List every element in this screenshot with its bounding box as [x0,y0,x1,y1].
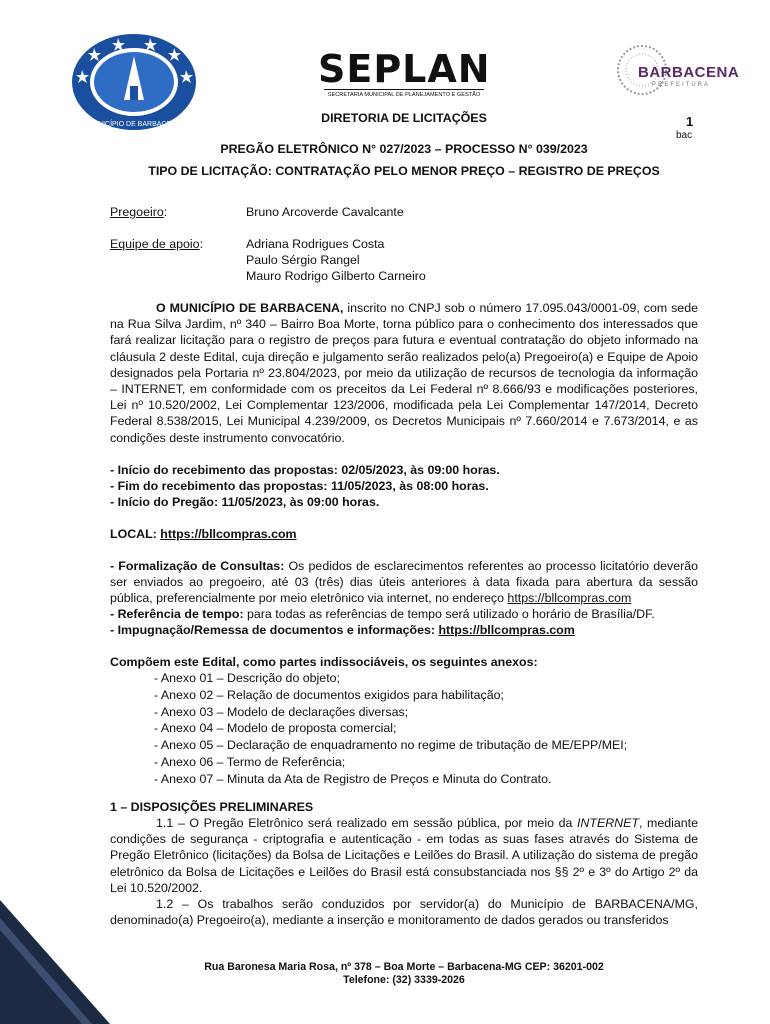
pregoeiro-colon: : [163,205,168,219]
section-paragraph: 1.2 – Os trabalhos serão conduzidos por servidor(a) do Município de BARBACENA/MG, denominado(a) Pregoeiro(a), mediante a inserção e monitoramento de dados gerados ou transferidos [110,897,698,928]
impugnacao-label: - Impugnação/Remessa de documentos e informações: [110,623,439,637]
impugnacao-link[interactable]: https://bllcompras.com [438,623,575,637]
intro-text: inscrito no CNPJ sob o número 17.095.043/0001-09, com sede na Rua Silva Jardim, nº 340 – Bairro Boa Morte, torna público para o conhecimento dos interessados que fará realizar licitação para o registro de preços para futura e eventual contratação do objeto informado na cláusula 2 deste Edital, cuja direção e julgamento serão realizados pelo(a) Pregoeiro(a) e Equipe de Apoio designados pela Portaria nº 23.804/2023, por meio da utilização de recursos de tecnologia da informação – INTERNET, em conformidade com os preceitos da Lei Federal nº 8.666/93 e modificações posteriores, Lei nº 10.520/2002, Lei Complementar 123/2006, modificada pela Lei Complementar 147/2014, Decreto Federal 8.538/2015, Lei Municipal 4.239/2009, os Decretos Municipais nº 7.660/2014 e 7.673/2014, e as condições deste instrumento convocatório. [110,301,698,445]
equipe-member: Adriana Rodrigues Costa [246,237,385,251]
equipe-colon: : [199,237,204,251]
page-number: 1 [686,114,694,129]
svg-text:MUNICÍPIO DE BARBACENA: MUNICÍPIO DE BARBACENA [87,121,181,128]
annexes-list [154,670,714,788]
seplan-subtitle: SECRETARIA MUNICIPAL DE PLANEJAMENTO E GESTÃO [327,92,481,98]
consultas-paragraph [110,558,698,607]
footer-address: Rua Baronesa Maria Rosa, nº 378 – Boa Morte – Barbacena-MG CEP: 36201-002 [204,961,604,973]
pregoeiro-label: Pregoeiro [110,205,164,219]
section-italic: INTERNET [576,816,639,830]
page-tag: bac [676,130,693,141]
seplan-logo [318,47,491,98]
directorate-title: DIRETORIA DE LICITAÇÕES [321,111,487,125]
section-text: 1.1 – O Pregão Eletrônico será realizado em sessão pública, por meio da [156,816,577,830]
equipe-member: Paulo Sérgio Rangel [246,253,360,268]
date-line: - Início do recebimento das propostas: 02/05/2023, às 09:00 horas. [110,463,500,477]
section-paragraph [110,815,698,896]
section-heading: 1 – DISPOSIÇÕES PRELIMINARES [110,800,314,814]
local-label: LOCAL: [110,527,161,541]
intro-paragraph [110,300,698,446]
corner-decoration [0,900,110,1024]
intro-lead: O MUNICÍPIO DE BARBACENA, [156,301,344,315]
consultas-link[interactable]: https://bllcompras.com [507,591,632,606]
pregoeiro-name: Bruno Arcoverde Cavalcante [246,205,404,219]
date-line: - Fim do recebimento das propostas: 11/05/2023, às 08:00 horas. [110,479,489,494]
footer-phone: Telefone: (32) 3339-2026 [343,974,465,986]
local-line [110,526,698,542]
referencia-text: para todas as referências de tempo será utilizado o horário de Brasília/DF. [243,607,655,621]
footer [110,961,698,987]
annex-item: - Anexo 04 – Modelo de proposta comercial; [154,721,397,736]
annexes-heading: Compõem este Edital, como partes indissociáveis, os seguintes anexos: [110,655,538,669]
dates-block [110,462,698,511]
annex-item: - Anexo 05 – Declaração de enquadramento no regime de tributação de ME/EPP/MEI; [154,738,628,753]
document-title: PREGÃO ELETRÔNICO N° 027/2023 – PROCESSO N° 039/2023 [220,142,588,156]
referencia-line [110,606,698,622]
document-subtitle: TIPO DE LICITAÇÃO: CONTRATAÇÃO PELO MENOR PREÇO – REGISTRO DE PREÇOS [148,164,660,178]
seplan-title: SEPLAN [318,47,491,91]
equipe-member: Mauro Rodrigo Gilberto Carneiro [246,269,426,284]
barbacena-prefeitura-logo [612,40,740,108]
barbacena-logo-sub: PREFEITURA [652,82,711,88]
date-line: - Início do Pregão: 11/05/2023, às 09:00 horas. [110,495,380,510]
annex-item: - Anexo 06 – Termo de Referência; [154,754,346,769]
annex-item: - Anexo 02 – Relação de documentos exigidos para habilitação; [154,687,504,702]
impugnacao-line [110,622,698,638]
equipe-label: Equipe de apoio [110,237,200,251]
consultas-text: Os pedidos de esclarecimentos referentes ao processo licitatório deverão ser enviados ao pregoeiro, até 03 (três) dias úteis anteriores à data fixada para abertura da sessão pública, preferencialmente por meio eletrônico via internet, no endereço [110,559,698,606]
annex-item: - Anexo 07 – Minuta da Ata de Registro de Preços e Minuta do Contrato. [154,771,552,786]
referencia-label: - Referência de tempo: [110,607,244,621]
annex-item: - Anexo 03 – Modelo de declarações diversas; [154,704,409,719]
annex-item: - Anexo 01 – Descrição do objeto; [154,671,340,685]
consultas-label: - Formalização de Consultas: [110,559,285,573]
barbacena-logo-text: BARBACENA [638,64,740,81]
local-link[interactable]: https://bllcompras.com [160,527,297,541]
section-text: , mediante condições de segurança - criptografia e autenticação - em todas as suas fases através do Sistema de Pregão Eletrônico (licitações) da Bolsa de Licitações e Leilões do Brasil. A utilização do sistema de pregão eletrônico da Bolsa de Licitações e Leilões do Brasil está consubstanciada nos §§ 2º e 3º do Artigo 2º da Lei 10.520/2002. [110,816,698,895]
